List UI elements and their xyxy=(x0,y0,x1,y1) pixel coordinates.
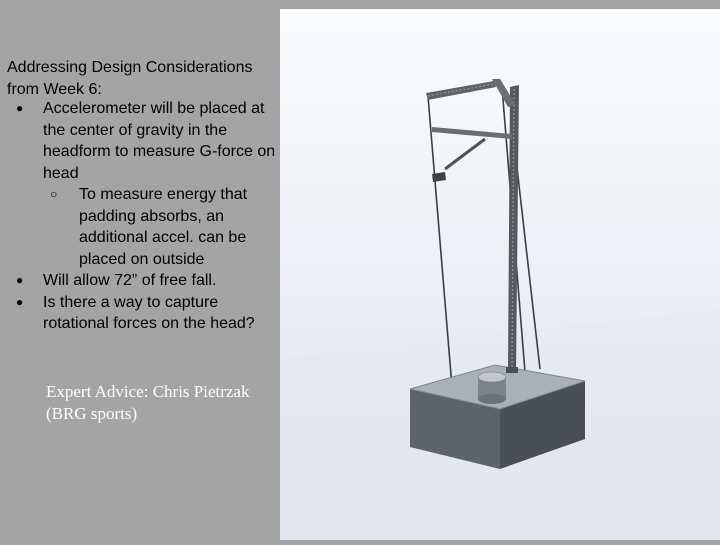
filled-circle-bullet-icon: ● xyxy=(16,294,24,309)
filled-circle-bullet-icon: ● xyxy=(16,273,24,287)
expert-advice: Expert Advice: Chris Pietrzak (BRG sports) xyxy=(46,382,250,423)
sub-bullet-text: To measure energy that padding absorbs, an additional accel. can be placed on outside xyxy=(79,186,248,268)
anvil-cylinder xyxy=(478,372,506,404)
bullet-accelerometer xyxy=(0,98,279,270)
mast-foot xyxy=(506,367,518,373)
hollow-circle-bullet-icon: ○ xyxy=(50,187,58,201)
bullet-list xyxy=(0,98,279,335)
bullet-text: Is there a way to capture rotational forces on the head? xyxy=(43,293,255,332)
text-panel xyxy=(0,0,279,540)
drop-tower-illustration xyxy=(280,9,720,540)
drop-tower-render xyxy=(280,9,720,540)
bullet-text: Will allow 72” of free fall. xyxy=(43,272,217,289)
bullet-rotational xyxy=(0,292,279,335)
sub-bullet-list xyxy=(0,184,279,270)
bullet-text: Accelerometer will be placed at the center of gravity in the headform to measure G-force on head xyxy=(43,100,276,182)
sub-bullet-energy xyxy=(0,184,273,270)
bullet-free-fall xyxy=(0,270,279,292)
filled-circle-bullet-icon: ● xyxy=(16,101,24,115)
slide-heading: Addressing Design Considerations from Week 6: xyxy=(7,59,253,98)
